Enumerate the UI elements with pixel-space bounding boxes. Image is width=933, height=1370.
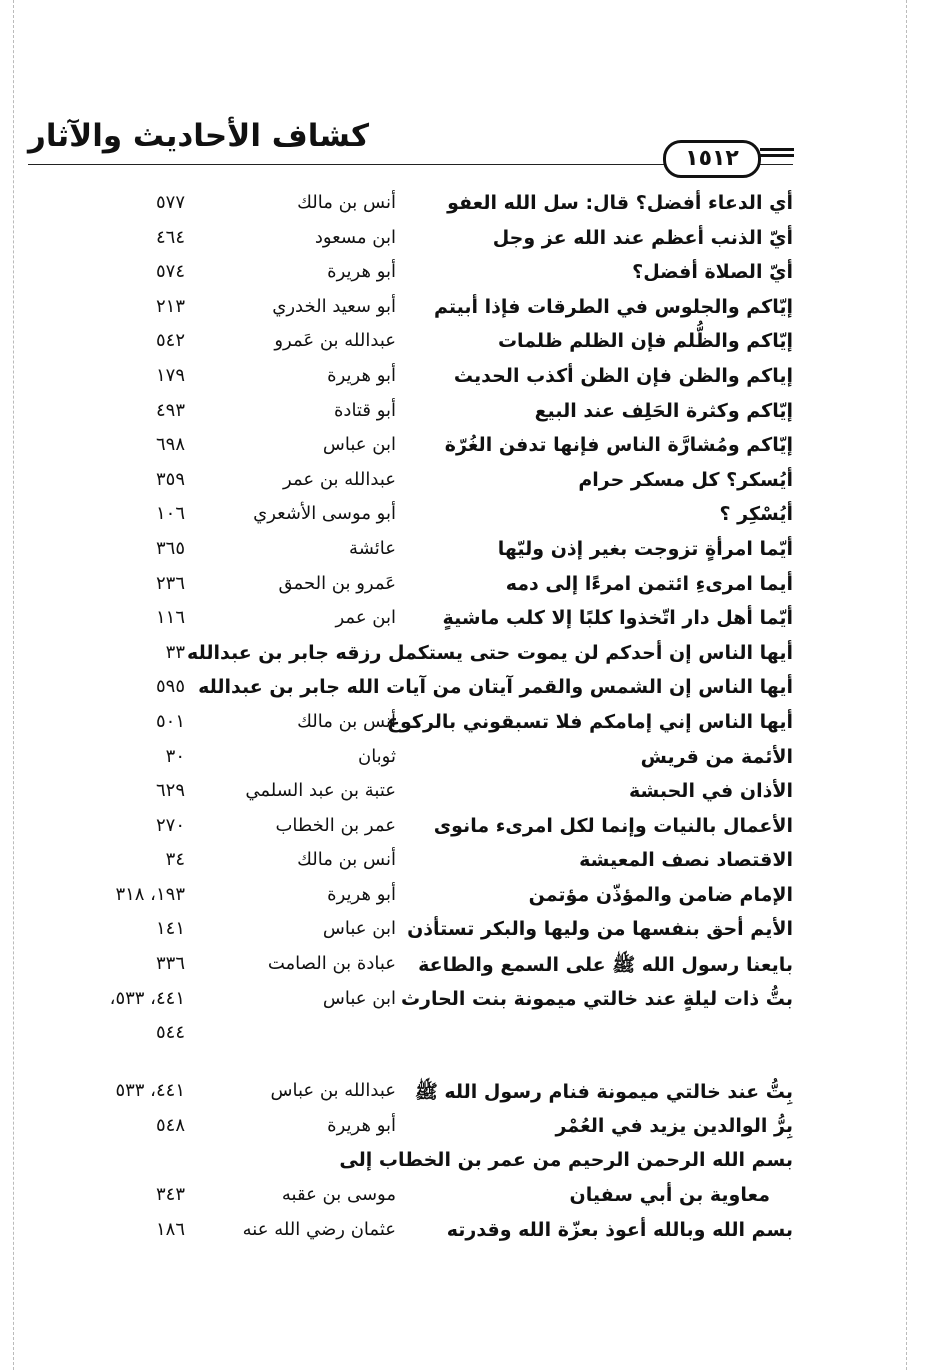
narrator: أبو هريرة xyxy=(327,1114,396,1136)
hadith-text: إيّاكم وكثرة الحَلِف عند البيع xyxy=(534,399,793,422)
hadith-text: الاقتصاد نصف المعيشة xyxy=(579,849,793,872)
hadith-text: إيّاكم والظُّلم فإن الظلم ظلمات xyxy=(497,330,793,353)
hadith-text: الأذان في الحبشة xyxy=(629,780,793,803)
hadith-text: إيّاكم ومُشارَّة الناس فإنها تدفن الغُرّة xyxy=(444,434,793,457)
index-row xyxy=(0,361,933,396)
hadith-text: بتُّ ذات ليلةٍ عند خالتي ميمونة بنت الحارث xyxy=(400,987,793,1010)
hadith-text: بسم الله الرحمن الرحيم من عمر بن الخطاب إلى xyxy=(339,1149,793,1172)
hadith-text: بِتُّ عند خالتي ميمونة فنام رسول الله ﷺ xyxy=(414,1081,793,1104)
page-ref: ٦٢٩ xyxy=(155,780,185,802)
narrator: أبو هريرة xyxy=(327,261,396,283)
index-row xyxy=(0,811,933,846)
hadith-text: الإمام ضامن والمؤذّن مؤتمن xyxy=(528,883,793,906)
page-ref: ٥٧٧ xyxy=(155,192,185,213)
index-row xyxy=(0,880,933,915)
page-ref: ٥٤٤ xyxy=(155,1022,185,1044)
page-ref: ٢٣٦ xyxy=(155,572,185,594)
index-row xyxy=(0,223,933,258)
page-ref: ٤٦٤ xyxy=(155,226,185,248)
page-ref: ٦٩٨ xyxy=(155,434,185,456)
hadith-text: أيّما أهل دار اتّخذوا كلبًا إلا كلب ماشيةٍ xyxy=(442,607,793,630)
index-row xyxy=(0,1215,933,1250)
narrator: ابن مسعود xyxy=(314,226,396,248)
narrator: أنس بن مالك xyxy=(297,710,396,732)
hadith-text: بسم الله وبالله أعوذ بعزّة الله وقدرته xyxy=(446,1218,793,1241)
narrator: عائشة xyxy=(349,537,396,559)
narrator: عبدالله بن عباس xyxy=(270,1080,396,1102)
narrator: عبادة بن الصامت xyxy=(267,953,396,975)
index-row xyxy=(0,638,933,673)
index-row xyxy=(0,534,933,569)
narrator: عبدالله بن عمر xyxy=(283,468,396,490)
index-row xyxy=(0,707,933,742)
narrator: أبو موسى الأشعري xyxy=(253,503,396,525)
hadith-text: بايعنا رسول الله ﷺ على السمع والطاعة xyxy=(418,954,793,977)
page-ref: ٤٩٣ xyxy=(155,399,185,421)
hadith-text: الأعمال بالنيات وإنما لكل امرىء مانوى xyxy=(433,814,793,837)
page-ref: ٥٤٨ xyxy=(155,1114,185,1136)
index-row xyxy=(0,949,933,984)
narrator: أبو قتادة xyxy=(334,399,396,421)
page-ref: ١٩٣، ٣١٨ xyxy=(115,883,185,905)
narrator: ابن عباس xyxy=(322,987,396,1009)
page-ref: ٣٥٩ xyxy=(155,468,185,490)
narrator: ابن عباس xyxy=(322,434,396,456)
narrator: ابن عمر xyxy=(335,607,396,629)
hadith-text: إياكم والظن فإن الظن أكذب الحديث xyxy=(453,364,793,387)
hadith-text: أيُسكر؟ كل مسكر حرام xyxy=(578,468,793,491)
narrator: عبدالله بن عَمرو xyxy=(274,330,396,352)
page-ref: ٥٧٤ xyxy=(155,261,185,283)
index-row xyxy=(0,914,933,949)
narrator: ثوبان xyxy=(357,745,396,767)
hadith-text: الأئمة من قريش xyxy=(640,745,793,768)
page-ref: ٣٠ xyxy=(165,745,185,767)
narrator: أنس بن مالك xyxy=(297,192,396,213)
index-row xyxy=(0,776,933,811)
index-row xyxy=(0,569,933,604)
hadith-text: أيّما امرأةٍ تزوجت بغير إذن وليّها xyxy=(497,537,793,560)
index-row xyxy=(0,672,933,707)
index-row xyxy=(0,603,933,638)
narrator: عَمرو بن الحمق xyxy=(278,572,396,594)
narrator: أبو هريرة xyxy=(327,364,396,386)
narrator: عثمان رضي الله عنه xyxy=(242,1218,396,1240)
page-ref: ٢٧٠ xyxy=(155,814,185,836)
page-ref: ٤٤١، ٥٣٣، xyxy=(109,987,185,1009)
page-ref: ٥٠١ xyxy=(155,710,185,732)
index-row xyxy=(0,430,933,465)
page-ref: ٤٤١، ٥٣٣ xyxy=(115,1080,185,1102)
index-row xyxy=(0,396,933,431)
index-row xyxy=(0,292,933,327)
page-ref: ٥٤٢ xyxy=(155,330,185,352)
hadith-text: الأيم أحق بنفسها من وليها والبكر تستأذن xyxy=(407,918,793,941)
hadith-text: بِرُّ الوالدين يزيد في العُمْر xyxy=(555,1114,793,1137)
index-row xyxy=(0,1018,933,1076)
narrator: أبو هريرة xyxy=(327,883,396,905)
hadith-text: أيها الناس إن الشمس والقمر آيتان من آيات الله جابر بن عبدالله xyxy=(198,676,793,699)
page-ref: ٣٣ xyxy=(165,641,185,663)
page-ref: ٣٤ xyxy=(165,849,185,871)
index-row xyxy=(0,188,933,223)
index-row xyxy=(0,499,933,534)
hadith-text: أيُسْكِر ؟ xyxy=(719,503,793,526)
hadith-text: أي الدعاء أفضل؟ قال: سل الله العفو xyxy=(447,192,793,214)
narrator: ابن عباس xyxy=(322,918,396,940)
index-row xyxy=(0,1076,933,1111)
index-row xyxy=(0,845,933,880)
header-ornament xyxy=(760,148,794,160)
page-ref: ٣٤٣ xyxy=(155,1184,185,1206)
hadith-text: أيّ الذنب أعظم عند الله عز وجل xyxy=(492,226,793,249)
index-row xyxy=(0,1180,933,1215)
narrator: عمر بن الخطاب xyxy=(275,814,396,836)
narrator: أنس بن مالك xyxy=(297,849,396,871)
page-ref: ٣٣٦ xyxy=(155,953,185,975)
hadith-index-list xyxy=(0,188,933,1249)
page-ref: ٣٦٥ xyxy=(155,537,185,559)
narrator: موسى بن عقبه xyxy=(281,1184,396,1206)
page-ref: ١١٦ xyxy=(155,607,185,629)
hadith-text: أيّ الصلاة أفضل؟ xyxy=(632,261,793,284)
index-row xyxy=(0,984,933,1019)
book-title: كشاف الأحاديث والآثار xyxy=(28,118,369,154)
index-row xyxy=(0,742,933,777)
narrator: أبو سعيد الخدري xyxy=(272,295,396,317)
hadith-text: أيها الناس إني إمامكم فلا تسبقوني بالركوع xyxy=(387,710,793,733)
index-row xyxy=(0,465,933,500)
hadith-text: معاوية بن أبي سفيان xyxy=(569,1184,770,1207)
page-ref: ١٤١ xyxy=(155,918,185,940)
page-ref: ١٠٦ xyxy=(155,503,185,525)
index-row xyxy=(0,1145,933,1180)
hadith-text: إيّاكم والجلوس في الطرقات فإذا أبيتم xyxy=(433,295,793,318)
page-ref: ٢١٣ xyxy=(155,295,185,317)
narrator: عتبة بن عبد السلمي xyxy=(245,780,396,802)
page-ref: ٥٩٥ xyxy=(155,676,185,698)
hadith-text: أيما امرىءِ ائتمن امرءًا إلى دمه xyxy=(505,572,793,595)
index-row xyxy=(0,326,933,361)
page-number: ١٥١٢ xyxy=(663,140,761,178)
hadith-text: أيها الناس إن أحدكم لن يموت حتى يستكمل رزقه جابر بن عبدالله xyxy=(187,641,793,664)
page-ref: ١٨٦ xyxy=(155,1218,185,1240)
index-row xyxy=(0,257,933,292)
index-row xyxy=(0,1111,933,1146)
page-ref: ١٧٩ xyxy=(155,364,185,386)
